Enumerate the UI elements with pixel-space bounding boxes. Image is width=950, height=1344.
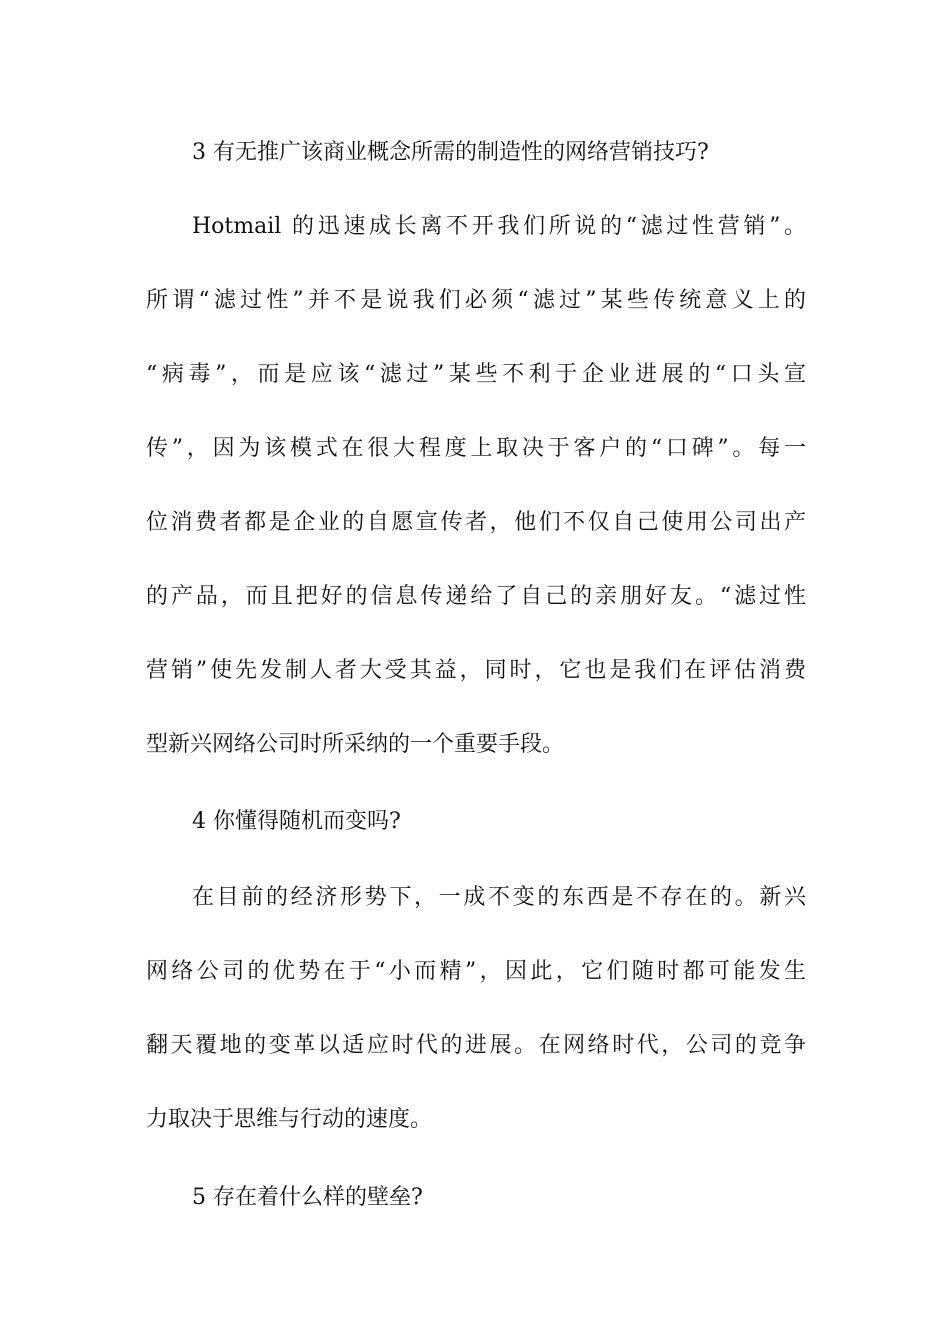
paragraph-line: 网络公司的优势在于“小而精”，因此，它们随时都可能发生 [146,959,806,984]
paragraph-line: 所谓“滤过性”并不是说我们必须“滤过”某些传统意义上的 [146,288,806,313]
paragraph-line: 翻天覆地的变革以适应时代的进展。在网络时代，公司的竞争 [146,1033,806,1058]
paragraph-line: Hotmail 的迅速成长离不开我们所说的“滤过性营销”。 [192,214,806,239]
section-heading-5: 5 存在着什么样的壁垒? [192,1185,423,1210]
paragraph-line: 的产品，而且把好的信息传递给了自己的亲朋好友。“滤过性 [146,584,806,609]
section-heading-3: 3 有无推广该商业概念所需的制造性的网络营销技巧? [192,140,709,165]
paragraph-line: 在目前的经济形势下，一成不变的东西是不存在的。新兴 [192,885,806,910]
paragraph-line: “病毒”，而是应该“滤过”某些不利于企业进展的“口头宣 [146,362,806,387]
paragraph-line: 型新兴网络公司时所采纳的一个重要手段。 [146,732,565,757]
paragraph-line: 传”，因为该模式在很大程度上取决于客户的“口碑”。每一 [146,436,806,461]
paragraph-line: 营销”使先发制人者大受其益，同时，它也是我们在评估消费 [146,658,806,683]
paragraph-line: 位消费者都是企业的自愿宣传者，他们不仅自己使用公司出产 [146,510,806,535]
paragraph-line: 力取决于思维与行动的速度。 [146,1107,433,1132]
section-heading-4: 4 你懂得随机而变吗? [192,809,401,834]
